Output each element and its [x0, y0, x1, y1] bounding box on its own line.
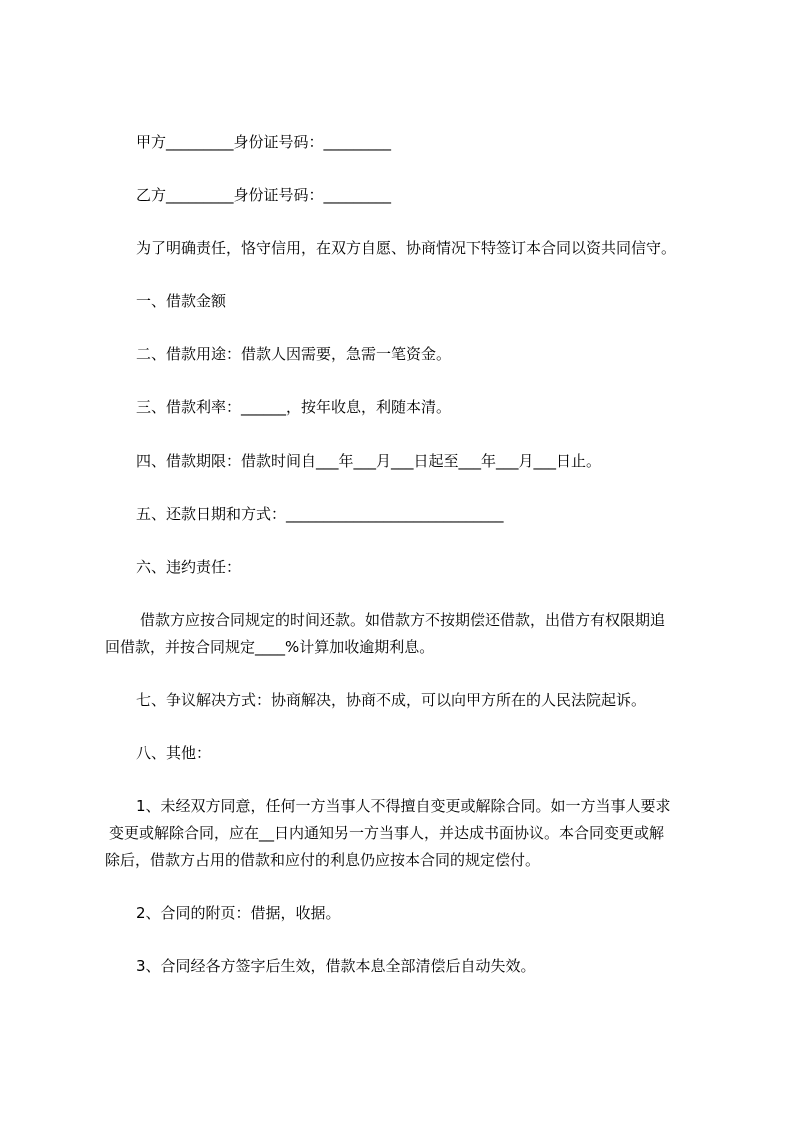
clause-3: 三、借款利率：______，按年收息，利随本清。: [136, 398, 452, 416]
clause-1-heading: 一、借款金额: [136, 292, 227, 310]
clause-8-item-1-line-3: 除后，借款方占用的借款和应付的利息仍应按本合同的规定偿付。: [105, 851, 541, 869]
clause-7: 七、争议解决方式：协商解决，协商不成，可以向甲方所在的人民法院起诉。: [136, 691, 647, 709]
intro-paragraph: 为了明确责任，恪守信用，在双方自愿、协商情况下特签订本合同以资共同信守。: [136, 239, 677, 257]
party-a-line: 甲方_________身份证号码：_________: [136, 133, 392, 151]
clause-4: 四、借款期限：借款时间自___年___月___日起至___年___月___日止。: [136, 452, 602, 470]
clause-8-item-1-line-1: 1、未经双方同意，任何一方当事人不得擅自变更或解除合同。如一方当事人要求: [136, 797, 671, 815]
clause-6-body-line-2: 回借款，并按合同规定____%计算加收逾期利息。: [105, 638, 435, 656]
clause-8-heading: 八、其他：: [136, 744, 212, 762]
clause-6-heading: 六、违约责任：: [136, 558, 242, 576]
clause-8-item-3: 3、合同经各方签字后生效，借款本息全部清偿后自动失效。: [136, 957, 536, 975]
clause-5: 五、还款日期和方式：_____________________________: [136, 505, 504, 523]
party-b-line: 乙方_________身份证号码：_________: [136, 186, 392, 204]
clause-2: 二、借款用途：借款人因需要，急需一笔资金。: [136, 345, 452, 363]
clause-8-item-1-line-2: 变更或解除合同，应在__日内通知另一方当事人，并达成书面协议。本合同变更或解: [109, 824, 665, 842]
clause-8-item-2: 2、合同的附页：借据，收据。: [136, 904, 341, 922]
clause-6-body-line-1: 借款方应按合同规定的时间还款。如借款方不按期偿还借款，出借方有权限期追: [140, 611, 666, 629]
